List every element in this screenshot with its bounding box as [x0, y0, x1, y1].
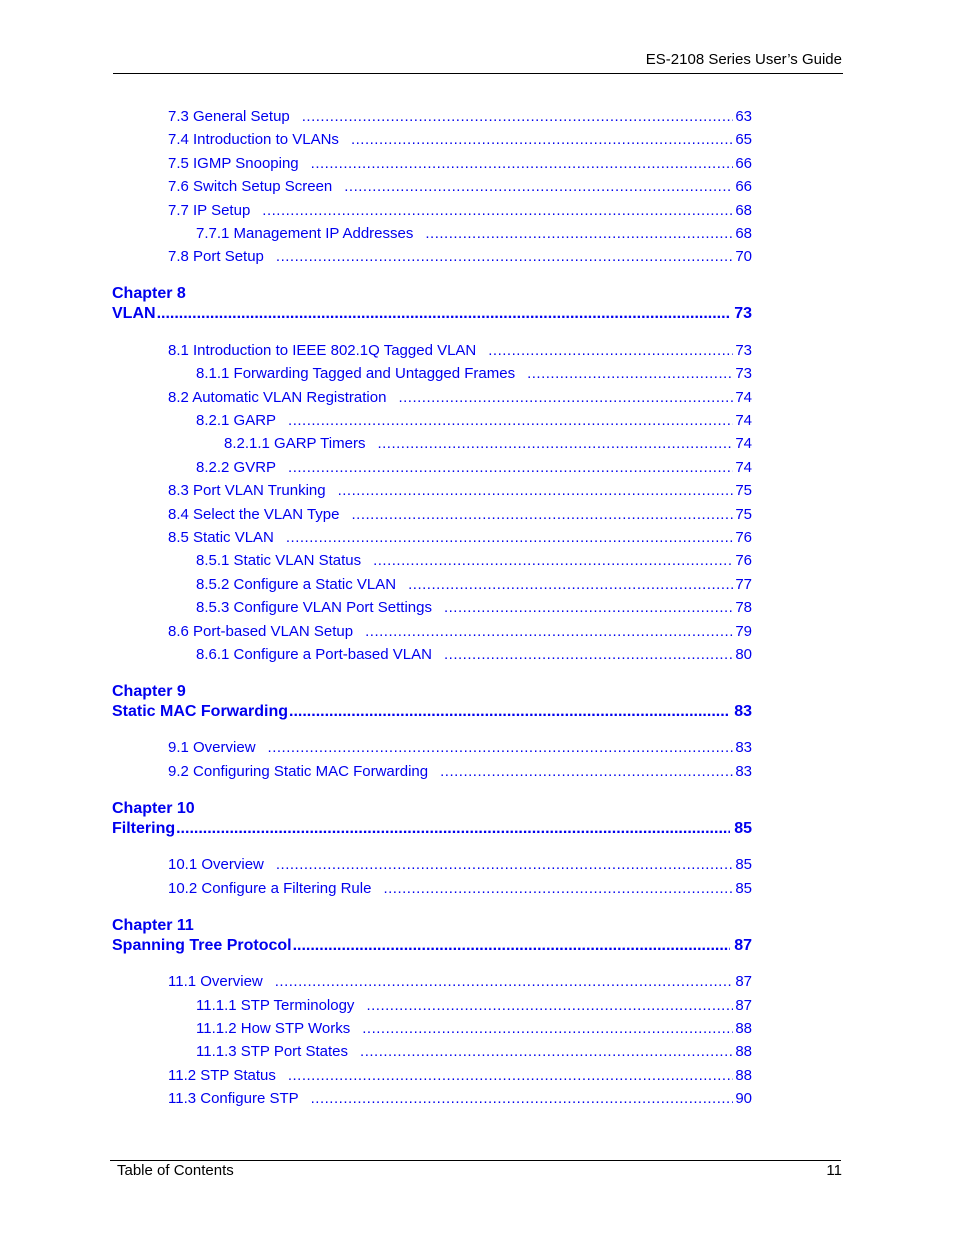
toc-entry-page: 88 [735, 1067, 752, 1084]
toc-entry-page: 76 [735, 552, 752, 569]
toc-entry-page: 65 [735, 131, 752, 148]
toc-entry[interactable] [168, 1067, 752, 1085]
document-title: ES-2108 Series User’s Guide [645, 51, 842, 68]
toc-entry-text: 8.3 Port VLAN Trunking [168, 482, 326, 499]
chapter-title: VLAN [112, 305, 156, 322]
toc-entry-text: 8.2 Automatic VLAN Registration [168, 389, 387, 406]
chapter-page: 87 [734, 937, 752, 954]
toc-entry-page: 74 [735, 389, 752, 406]
toc-entry[interactable] [196, 997, 752, 1015]
toc-entry[interactable] [196, 599, 752, 617]
toc-entry[interactable] [168, 389, 752, 407]
toc-entry-text: 8.6.1 Configure a Port-based VLAN [196, 646, 432, 663]
toc-entry-text: 8.1 Introduction to IEEE 802.1Q Tagged VLAN [168, 342, 477, 359]
toc-entry-text: 7.3 General Setup [168, 108, 290, 125]
toc-entry-page: 75 [735, 482, 752, 499]
chapter-title-link[interactable] [112, 304, 752, 323]
toc-entry-text: 10.2 Configure a Filtering Rule [168, 880, 372, 897]
toc-entry[interactable] [168, 763, 752, 781]
toc-entry[interactable] [168, 131, 752, 149]
chapter-title: Filtering [112, 820, 176, 837]
toc-entry-page: 66 [735, 155, 752, 172]
toc-entry-page: 85 [735, 856, 752, 873]
toc-entry-page: 85 [735, 880, 752, 897]
toc-entry-text: 8.2.1.1 GARP Timers [224, 435, 366, 452]
chapter-page: 73 [734, 305, 752, 322]
toc-entry-text: 7.6 Switch Setup Screen [168, 178, 333, 195]
chapter-title: Static MAC Forwarding [112, 703, 289, 720]
header-divider [113, 73, 843, 74]
toc-entry-text: 7.7 IP Setup [168, 202, 251, 219]
toc-entry-text: 8.2.2 GVRP [196, 459, 277, 476]
footer-divider [110, 1160, 841, 1161]
toc-entry[interactable] [196, 459, 752, 477]
toc-entry-text: 8.4 Select the VLAN Type [168, 506, 340, 523]
toc-entry-page: 74 [735, 435, 752, 452]
chapter-title: Spanning Tree Protocol [112, 937, 292, 954]
toc-entry-page: 74 [735, 459, 752, 476]
toc-entry-text: 7.5 IGMP Snooping [168, 155, 299, 172]
toc-entry-page: 80 [735, 646, 752, 663]
toc-entry[interactable] [168, 155, 752, 173]
toc-entry-page: 88 [735, 1020, 752, 1037]
toc-entry-page: 75 [735, 506, 752, 523]
toc-entry[interactable] [168, 1090, 752, 1108]
toc-entry-text: 8.5.3 Configure VLAN Port Settings [196, 599, 432, 616]
toc-entry-page: 83 [735, 763, 752, 780]
toc-entry[interactable] [168, 856, 752, 874]
toc-entry-page: 73 [735, 365, 752, 382]
chapter-title-link[interactable] [112, 702, 752, 721]
toc-entry-page: 74 [735, 412, 752, 429]
chapter-label: Chapter 11 [112, 917, 194, 934]
toc-entry-page: 70 [735, 248, 752, 265]
toc-entry[interactable] [168, 482, 752, 500]
toc-entry-text: 11.1.3 STP Port States [196, 1043, 349, 1060]
toc-entry-text: 7.4 Introduction to VLANs [168, 131, 339, 148]
toc-entry[interactable] [168, 342, 752, 360]
toc-entry[interactable] [168, 529, 752, 547]
toc-entry-text: 11.2 STP Status [168, 1067, 276, 1084]
toc-entry-page: 77 [735, 576, 752, 593]
toc-entry-page: 63 [735, 108, 752, 125]
toc-entry[interactable] [168, 202, 752, 220]
toc-entry[interactable] [168, 108, 752, 126]
toc-entry-text: 8.2.1 GARP [196, 412, 277, 429]
chapter-label: Chapter 10 [112, 800, 195, 817]
toc-entry-text: 11.3 Configure STP [168, 1090, 299, 1107]
toc-entry-text: 8.5.2 Configure a Static VLAN [196, 576, 397, 593]
toc-entry-page: 78 [735, 599, 752, 616]
toc-entry-page: 73 [735, 342, 752, 359]
toc-entry-page: 87 [735, 973, 752, 990]
chapter-page: 85 [734, 820, 752, 837]
toc-entry-page: 68 [735, 225, 752, 242]
toc-entry-page: 88 [735, 1043, 752, 1060]
chapter-title-link[interactable] [112, 819, 752, 838]
toc-entry-page: 83 [735, 739, 752, 756]
toc-entry-page: 66 [735, 178, 752, 195]
toc-entry[interactable] [224, 435, 752, 453]
toc-entry-page: 90 [735, 1090, 752, 1107]
toc-entry[interactable] [168, 739, 752, 757]
toc-entry-text: 7.7.1 Management IP Addresses [196, 225, 414, 242]
toc-entry[interactable] [196, 412, 752, 430]
toc-entry[interactable] [196, 576, 752, 594]
toc-entry-text: 8.6 Port-based VLAN Setup [168, 623, 354, 640]
toc-entry-page: 87 [735, 997, 752, 1014]
toc-entry[interactable] [168, 506, 752, 524]
toc-entry-page: 68 [735, 202, 752, 219]
toc-entry[interactable] [168, 973, 752, 991]
toc-entry[interactable] [168, 880, 752, 898]
toc-entry[interactable] [196, 365, 752, 383]
footer-section-title: Table of Contents [117, 1162, 234, 1179]
toc-entry[interactable] [168, 623, 752, 641]
toc-entry[interactable] [196, 1020, 752, 1038]
toc-entry[interactable] [168, 178, 752, 196]
toc-entry-text: 7.8 Port Setup [168, 248, 264, 265]
toc-entry-text: 10.1 Overview [168, 856, 264, 873]
toc-entry-page: 79 [735, 623, 752, 640]
toc-entry-text: 11.1 Overview [168, 973, 263, 990]
toc-entry[interactable] [196, 646, 752, 664]
chapter-label: Chapter 9 [112, 683, 186, 700]
chapter-page: 83 [734, 703, 752, 720]
toc-entry-text: 8.5 Static VLAN [168, 529, 274, 546]
toc-entry-text: 11.1.2 How STP Works [196, 1020, 351, 1037]
toc-entry-text: 9.2 Configuring Static MAC Forwarding [168, 763, 429, 780]
toc-entry[interactable] [168, 248, 752, 266]
toc-entry-text: 11.1.1 STP Terminology [196, 997, 355, 1014]
toc-entry-page: 76 [735, 529, 752, 546]
toc-entry-text: 9.1 Overview [168, 739, 256, 756]
page-number: 11 [826, 1162, 842, 1179]
toc-entry[interactable] [196, 1043, 752, 1061]
chapter-label: Chapter 8 [112, 285, 186, 302]
toc-entry[interactable] [196, 552, 752, 570]
toc-entry-text: 8.1.1 Forwarding Tagged and Untagged Frames [196, 365, 516, 382]
toc-entry-text: 8.5.1 Static VLAN Status [196, 552, 362, 569]
chapter-title-link[interactable] [112, 936, 752, 955]
toc-entry[interactable] [196, 225, 752, 243]
